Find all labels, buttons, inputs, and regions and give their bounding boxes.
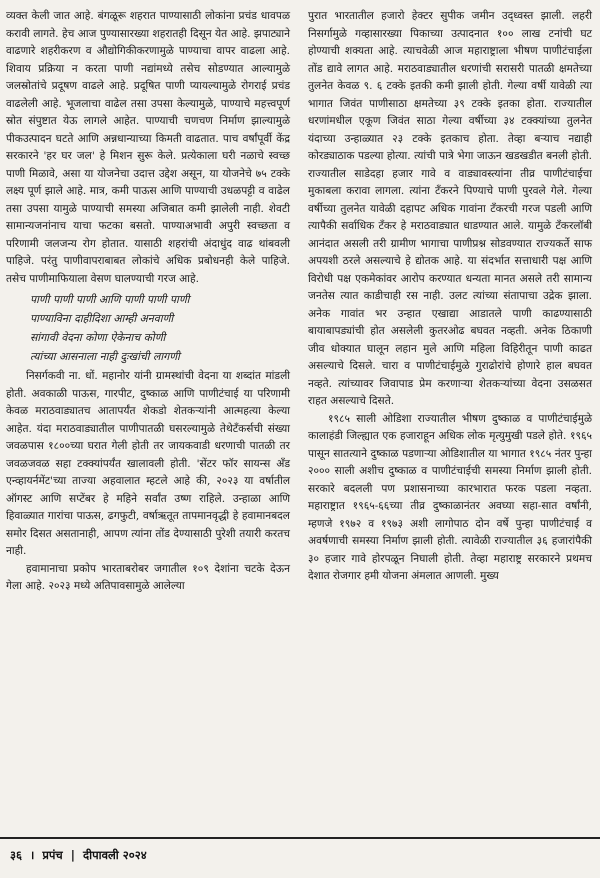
article-paragraph: १९८५ साली ओडिशा राज्यातील भीषण दुष्काळ व पाणीटंचाईमुळे कालाहंडी जिल्ह्यात एक हजाराहून अधिक लोक मृत्युमुखी पडले होते. १९६५ पासून सातत्याने दुष्काळ पडणाऱ्या ओडिशातील या भागात १९८५ नंतर पुन्हा २००० साली अशीच दुष्काळ व पाणीटंचाईची समस्या निर्माण झाली होती. सरकारे बदलली पण प्रशासनाच्या कारभारात फरक पडला नव्हता. महाराष्ट्रात १९६५-६६च्या तीव्र दुष्काळानंतर अवघ्या सहा-सात वर्षांनी, म्हणजे १९७२ व १९७३ अशी लागोपाठ दोन वर्षे पुन्हा पाणीटंचाई व अवर्षणाची समस्या निर्माण झाली होती. त्यावेळी राज्यातील ३६ हजारांपैकी ३० हजार गावे होरपळून निघाली होती. तेव्हा महाराष्ट्र सरकारने प्रथमच देशात रोजगार हमी योजना अंमलात आणली. मुख्य <box>308 412 592 582</box>
poem-line: सांगावी वेदना कोणा ऐकेनाच कोणी <box>30 331 166 344</box>
article-paragraph: पुरात भारतातील हजारो हेक्टर सुपीक जमीन उद्ध्वस्त झाली. लहरी निसर्गामुळे गव्हासारख्या पिकाच्या उत्पादनात १०० लाख टनांची घट होण्याची शक्यता आहे. त्याचवेळी आज महाराष्ट्राला भीषण पाणीटंचाईला तोंड द्यावे लागत आहे. मराठवाड्यातील धरणांची सरासरी पातळी क्षमतेच्या तुलनेत केवळ ९. ६ टक्के इतकी कमी झाली होती. गेल्या वर्षी यावेळी त्या भागात जिवंत पाणीसाठा क्षमतेच्या ३९ टक्के इतका होता. राज्यातील धरणांमधील एकूण जिवंत साठा गेल्या वर्षीच्या ३४ टक्क्यांच्या तुलनेत यंदाच्या उन्हाळ्यात २३ टक्के इतकाच होता. तेव्हा बऱ्याच नद्याही कोरड्याठाक पडल्या होत्या. त्यांची पात्रे भेगा जाऊन खडखडीत बनली होती. राज्यातील साडेदहा हजार गावे व वाड्यावस्त्यांना तीव्र पाणीटंचाईचा मुकाबला करावा लागला. त्यांना टँकरने पिण्याचे पाणी पुरवले गेले. गेल्या वर्षीच्या तुलनेत यावेळी दहापट अधिक गावांना टँकरची गरज पडली आणि त्यापैकी सर्वाधिक टँकर हे मराठवाड्यात धाडण्यात आले. यामुळे टँकरलॉबी आनंदात असली तरी ग्रामीण भागाचा पाणीप्रश्न सोडवण्यात राज्यकर्ते साफ अपयशी ठरले असल्याचे हे द्योतक आहे. या संदर्भात सत्ताधारी पक्ष आणि विरोधी पक्ष एकमेकांवर आरोप करण्यात धन्यता मानत असले तरी सामान्य जनतेस त्यात काडीचाही रस नाही. उलट त्यांच्या संतापाचा उद्रेक झाला. अनेक गावांत भर उन्हात एखाद्या आडातले पाणी काढण्यासाठी बायाबापड्यांची होत असलेली कुतरओढ बघवत नव्हती. अनेक ठिकाणी जीव धोक्यात घालून लहान मुले आणि महिला विहिरीतून पाणी काढत असल्याचे दिसले. चारा व पाणीटंचाईमुळे गुराढोरांचे होणारे हाल बघवत नव्हते. त्यांच्यावर जिवापाड प्रेम करणाऱ्या शेतकऱ्यांच्या वेदना उसळसत राहत असल्याचे दिसते. <box>308 10 592 407</box>
footer-divider: | <box>70 848 75 862</box>
right-column <box>308 8 592 586</box>
poem-line: त्यांच्या आसनाला नाही दुःखांची लागणी <box>30 350 180 363</box>
article-paragraph: निसर्गकवी ना. धों. महानोर यांनी ग्रामस्थांची वेदना या शब्दांत मांडली होती. अवकाळी पाऊस, गारपीट, दुष्काळ आणि पाणीटंचाई या परिणामी केवळ मराठवाड्यातच आतापर्यंत शेकडो शेतकऱ्यांनी आत्महत्या केल्या आहेत. यंदा मराठवाड्यातील पाणीपातळी घसरल्यामुळे तेथेटँकर्सची संख्या जवळपास १८००च्या घरात गेली होती तर जायकवाडी धरणाची पातळी तर जवळजवळ सहा टक्क्यांपर्यंत खालावली होती. 'सेंटर फॉर सायन्स अँड एन्व्हायर्नमेंट'च्या ताज्या अहवालात म्हटले आहे की, २०२३ या वर्षातील ऑगस्ट आणि सप्टेंबर हे महिने सर्वांत उष्ण राहिले. उन्हाळा आणि हिवाळ्यात गारांचा पाऊस, ढगफुटी, वर्षाऋतूत तापमानवृद्धी हे हवामानबदल समोर दिसत असतानाही, आपण त्यांना तोंड देण्यासाठी पुरेशी तयारी करतच नाही. <box>6 370 290 557</box>
page-number: ३६ <box>10 848 22 862</box>
poem-line: पाण्याविना दाहीदिशा आम्ही अनवाणी <box>30 312 174 325</box>
footer-separator: । <box>29 848 35 862</box>
page-footer <box>10 848 147 863</box>
publication-name: प्रपंच <box>42 848 63 862</box>
poem-line: पाणी पाणी पाणी आणि पाणी पाणी पाणी <box>30 293 190 306</box>
poem-block <box>30 290 290 366</box>
footer-rule <box>0 837 600 839</box>
issue-name: दीपावली २०२४ <box>82 848 147 862</box>
article-paragraph: हवामानाचा प्रकोप भारताबरोबर जगातील १०९ देशांना चटके देऊन गेला आहे. २०२३ मध्ये अतिपावसामुळे आलेल्या <box>6 562 290 592</box>
article-paragraph: व्यक्त केली जात आहे. बंगळूरू शहरात पाण्यासाठी लोकांना प्रचंड धावपळ करावी लागते. हेच आज पुण्यासारख्या शहरातही दिसून येत आहे. झपाट्याने वाढणारे शहरीकरण व औद्योगिकीकरणामुळे पाण्याचा वापर वाढला आहे. शिवाय प्रक्रिया न करता पाणी नद्यांमध्ये तसेच सोडण्यात आल्यामुळे जलस्रोतांचे प्रदूषण वाढले आहे. प्रदूषित पाणी प्यायल्यामुळे रोगराई प्रचंड वाढलेली आहे. भूजलाचा वाढेल तसा उपसा केल्यामुळे, पाण्याचे महत्त्वपूर्ण स्रोत संपुष्टात येऊ लागले आहेत. पाण्याची चणचण निर्माण झाल्यामुळे पीकउत्पादन घटते आणि अन्नधान्याच्या किमती वाढतात. पाच वर्षांपूर्वी केंद्र सरकारने 'हर घर जल' हे मिशन सुरू केले. प्रत्येकाला घरी नळाचे स्वच्छ पाणी मिळावे, असा या योजनेचा उदात्त उद्देश असून, या योजनेचे ७५ टक्के लक्ष्य पूर्ण झाले आहे. मात्र, कमी पाऊस आणि पाण्याची उधळपट्टी व वाढेल तसा उपसा यामुळे पाण्याची समस्या अजिबात कमी झालेली नाही. शेवटी सामान्यजनांनाच याचा फटका बसतो. पाण्याअभावी अपुरी स्वच्छता व परिणामी जलजन्य रोग होतात. यासाठी शहरांची अंदाधुंद वाढ थांबवली पाहिजे. परंतु पाणीवापराबाबत लोकांचे अधिक प्रबोधनही केले पाहिजे. तसेच पाणीमाफियाला वेसण घालण्याची गरज आहे. <box>6 10 290 285</box>
left-column <box>6 8 290 596</box>
